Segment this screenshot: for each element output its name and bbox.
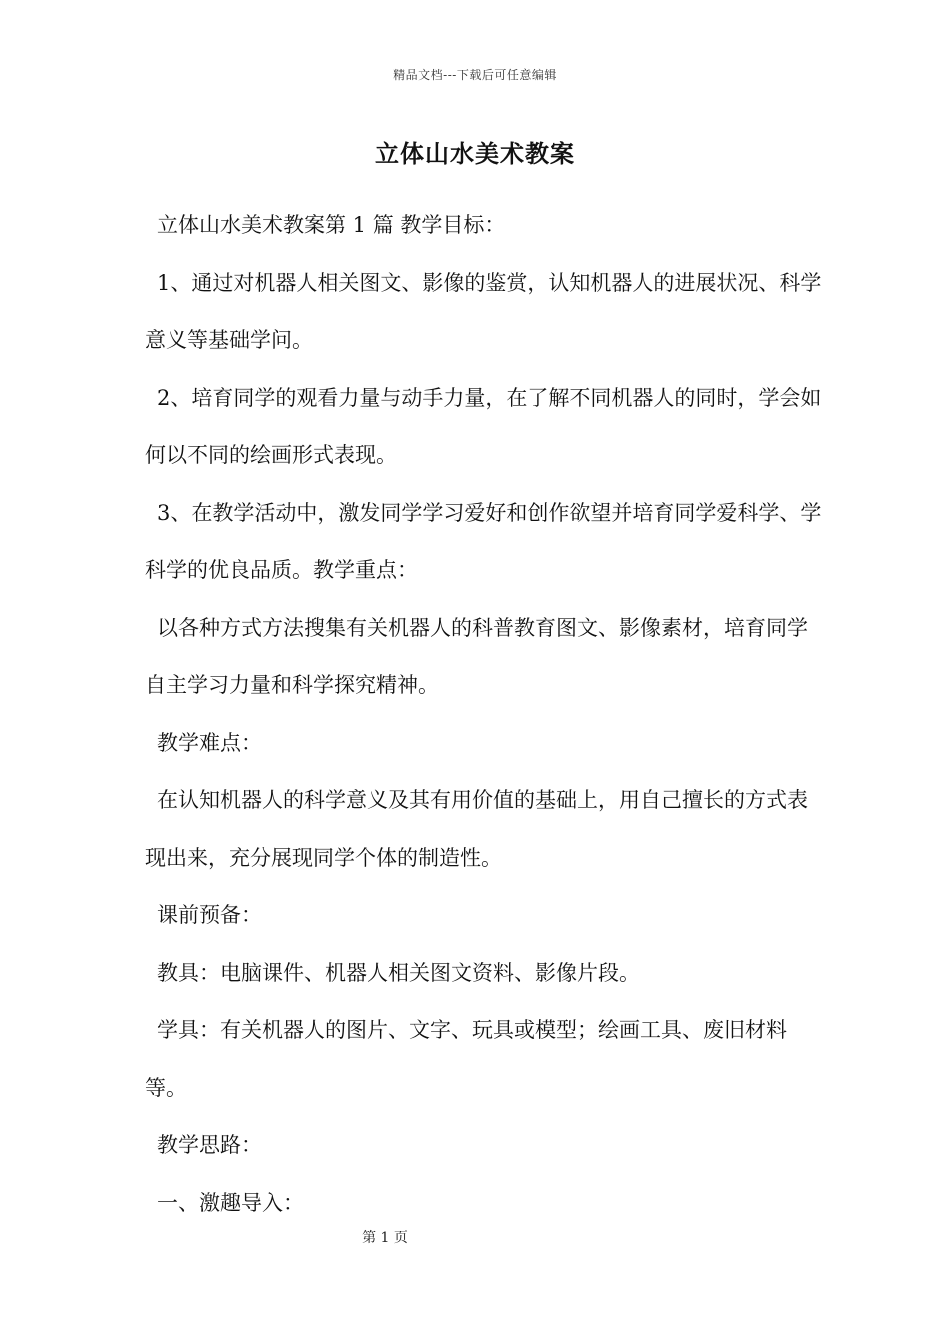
paragraph-intro: 立体山水美术教案第 1 篇 教学目标： — [157, 213, 506, 237]
paragraph-section-1: 一、激趣导入： — [157, 1190, 304, 1215]
paragraph-difficulty-heading: 教学难点： — [157, 730, 262, 755]
paragraph-objective-2: 2、培育同学的观看力量与动手力量，在了解不同机器人的同时，学会如何以不同的绘画形式表现。 — [145, 385, 822, 467]
page-number: 第 1 页 — [362, 1230, 408, 1246]
header-note: 精品文档---下载后可任意编辑 — [393, 68, 557, 82]
document-body — [145, 197, 825, 1232]
paragraph-student-tools: 学具：有关机器人的图片、文字、玩具或模型；绘画工具、废旧材料等。 — [145, 1018, 787, 1100]
paragraph-preparation-heading: 课前预备： — [157, 903, 262, 927]
paragraph-objective-1: 1、通过对机器人相关图文、影像的鉴赏，认知机器人的进展状况、科学意义等基础学问。 — [145, 270, 822, 352]
paragraph-difficulty: 在认知机器人的科学意义及其有用价值的基础上，用自己擅长的方式表现出来，充分展现同学个体的制造性。 — [145, 788, 808, 870]
paragraph-objective-3: 3、在教学活动中，激发同学学习爱好和创作欲望并培育同学爱科学、学科学的优良品质。教学重点： — [145, 500, 822, 582]
paragraph-teaching-tools: 教具：电脑课件、机器人相关图文资料、影像片段。 — [157, 960, 640, 985]
document-title: 立体山水美术教案 — [375, 139, 575, 168]
paragraph-approach-heading: 教学思路： — [157, 1133, 262, 1157]
paragraph-key-point: 以各种方式方法搜集有关机器人的科普教育图文、影像素材，培育同学自主学习力量和科学探究精神。 — [145, 615, 808, 697]
